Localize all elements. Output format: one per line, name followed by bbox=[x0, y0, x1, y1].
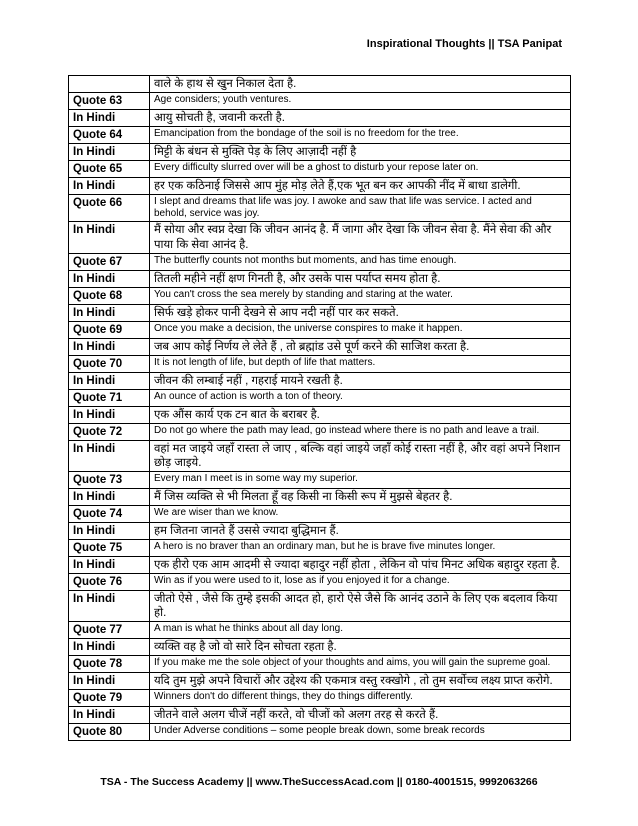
quote-text: A hero is no braver than an ordinary man, but he is brave five minutes longer. bbox=[150, 539, 571, 556]
quote-text: I slept and dreams that life was joy. I awoke and saw that life was service. I acted and behold, service was joy. bbox=[150, 195, 571, 222]
table-row bbox=[69, 505, 571, 522]
page-header: Inspirational Thoughts || TSA Panipat bbox=[366, 38, 562, 50]
quote-text: We are wiser than we know. bbox=[150, 505, 571, 522]
table-row bbox=[69, 304, 571, 321]
row-label: Quote 63 bbox=[69, 93, 150, 110]
table-row bbox=[69, 270, 571, 287]
table-row bbox=[69, 590, 571, 621]
row-label: In Hindi bbox=[69, 672, 150, 689]
table-row bbox=[69, 471, 571, 488]
table-row bbox=[69, 355, 571, 372]
row-label: In Hindi bbox=[69, 338, 150, 355]
quote-text: Winners don't do different things, they do things differently. bbox=[150, 689, 571, 706]
hindi-translation: वाले के हाथ से खुन निकाल देता है. bbox=[150, 76, 571, 93]
table-row bbox=[69, 338, 571, 355]
table-row bbox=[69, 556, 571, 573]
table-row bbox=[69, 573, 571, 590]
table-row bbox=[69, 93, 571, 110]
row-label: In Hindi bbox=[69, 706, 150, 723]
table-row bbox=[69, 440, 571, 471]
quote-text: If you make me the sole object of your thoughts and aims, you will gain the supreme goal. bbox=[150, 655, 571, 672]
row-label: In Hindi bbox=[69, 590, 150, 621]
table-row bbox=[69, 389, 571, 406]
table-row bbox=[69, 161, 571, 178]
row-label: Quote 69 bbox=[69, 321, 150, 338]
hindi-translation: हर एक कठिनाई जिससे आप मुंह मोड़ लेते हैं,एक भूत बन कर आपकी नींद में बाधा डालेगी. bbox=[150, 178, 571, 195]
row-label: Quote 65 bbox=[69, 161, 150, 178]
hindi-translation: एक हीरो एक आम आदमी से ज्यादा बहादुर नहीं होता , लेकिन वो पांच मिनट अधिक बहादुर रहता है. bbox=[150, 556, 571, 573]
row-label: In Hindi bbox=[69, 556, 150, 573]
hindi-translation: मैं सोया और स्वप्न देखा कि जीवन आनंद है. मैं जागा और देखा कि जीवन सेवा है. मैंने सेवा की और पाया कि सेवा आनंद है. bbox=[150, 222, 571, 253]
hindi-translation: तितली महीने नहीं क्षण गिनती है, और उसके पास पर्याप्त समय होता है. bbox=[150, 270, 571, 287]
quote-text: An ounce of action is worth a ton of theory. bbox=[150, 389, 571, 406]
page-footer: TSA - The Success Academy || www.TheSuccessAcad.com || 0180-4001515, 9992063266 bbox=[100, 776, 538, 788]
table-row bbox=[69, 287, 571, 304]
table-row bbox=[69, 488, 571, 505]
quote-text: It is not length of life, but depth of life that matters. bbox=[150, 355, 571, 372]
hindi-translation: जब आप कोई निर्णय ले लेते हैं , तो ब्रह्मांड उसे पूर्ण करने की साजिश करता है. bbox=[150, 338, 571, 355]
table-row bbox=[69, 706, 571, 723]
table-row bbox=[69, 195, 571, 222]
table-row bbox=[69, 655, 571, 672]
row-label: Quote 79 bbox=[69, 689, 150, 706]
quotes-table-body bbox=[69, 76, 571, 741]
hindi-translation: मैं जिस व्यक्ति से भी मिलता हूँ वह किसी ना किसी रूप में मुझसे बेहतर है. bbox=[150, 488, 571, 505]
row-label: In Hindi bbox=[69, 522, 150, 539]
hindi-translation: जीवन की लम्बाई नहीं , गहराई मायने रखती है. bbox=[150, 372, 571, 389]
table-row bbox=[69, 253, 571, 270]
quotes-table bbox=[68, 75, 571, 741]
row-label: Quote 66 bbox=[69, 195, 150, 222]
row-label: Quote 67 bbox=[69, 253, 150, 270]
row-label: In Hindi bbox=[69, 222, 150, 253]
hindi-translation: जीतने वाले अलग चीजें नहीं करते, वो चीजों को अलग तरह से करते हैं. bbox=[150, 706, 571, 723]
hindi-translation: मिट्टी के बंधन से मुक्ति पेड़ के लिए आज़ादी नहीं है bbox=[150, 144, 571, 161]
row-label: In Hindi bbox=[69, 638, 150, 655]
table-row bbox=[69, 406, 571, 423]
quote-text: A man is what he thinks about all day long. bbox=[150, 621, 571, 638]
table-row bbox=[69, 539, 571, 556]
quote-text: Every man I meet is in some way my superior. bbox=[150, 471, 571, 488]
row-label: In Hindi bbox=[69, 406, 150, 423]
hindi-translation: सिर्फ खड़े होकर पानी देखने से आप नदी नहीं पार कर सकते. bbox=[150, 304, 571, 321]
quote-text: You can't cross the sea merely by standing and staring at the water. bbox=[150, 287, 571, 304]
quote-text: Emancipation from the bondage of the soil is no freedom for the tree. bbox=[150, 127, 571, 144]
row-label bbox=[69, 76, 150, 93]
table-row bbox=[69, 372, 571, 389]
row-label: Quote 78 bbox=[69, 655, 150, 672]
row-label: In Hindi bbox=[69, 488, 150, 505]
hindi-translation: वहां मत जाइये जहाँ रास्ता ले जाए , बल्कि वहां जाइये जहाँ कोई रास्ता नहीं है, और वहां अपने निशान छोड़ जाइये. bbox=[150, 440, 571, 471]
table-row bbox=[69, 689, 571, 706]
table-row bbox=[69, 76, 571, 93]
row-label: In Hindi bbox=[69, 372, 150, 389]
row-label: Quote 72 bbox=[69, 423, 150, 440]
row-label: Quote 73 bbox=[69, 471, 150, 488]
quote-text: Every difficulty slurred over will be a ghost to disturb your repose later on. bbox=[150, 161, 571, 178]
hindi-translation: जीतो ऐसे , जैसे कि तुम्हे इसकी आदत हो, हारो ऐसे जैसे कि आनंद उठाने के लिए एक बदलाव किया हो. bbox=[150, 590, 571, 621]
table-row bbox=[69, 178, 571, 195]
row-label: In Hindi bbox=[69, 304, 150, 321]
row-label: Quote 70 bbox=[69, 355, 150, 372]
hindi-translation: व्यक्ति वह है जो वो सारे दिन सोचता रहता है. bbox=[150, 638, 571, 655]
row-label: Quote 74 bbox=[69, 505, 150, 522]
table-row bbox=[69, 144, 571, 161]
table-row bbox=[69, 672, 571, 689]
row-label: In Hindi bbox=[69, 110, 150, 127]
row-label: In Hindi bbox=[69, 440, 150, 471]
row-label: In Hindi bbox=[69, 270, 150, 287]
table-row bbox=[69, 522, 571, 539]
quote-text: Under Adverse conditions – some people break down, some break records bbox=[150, 723, 571, 740]
hindi-translation: यदि तुम मुझे अपने विचारों और उद्देश्य की एकमात्र वस्तु रक्खोगे , तो तुम सर्वोच्च लक्ष्य प्राप्त करोगे. bbox=[150, 672, 571, 689]
row-label: Quote 71 bbox=[69, 389, 150, 406]
quote-text: Once you make a decision, the universe conspires to make it happen. bbox=[150, 321, 571, 338]
row-label: Quote 64 bbox=[69, 127, 150, 144]
quote-text: Win as if you were used to it, lose as if you enjoyed it for a change. bbox=[150, 573, 571, 590]
table-row bbox=[69, 723, 571, 740]
hindi-translation: हम जितना जानते हैं उससे ज्यादा बुद्धिमान हैं. bbox=[150, 522, 571, 539]
table-row bbox=[69, 110, 571, 127]
row-label: In Hindi bbox=[69, 144, 150, 161]
table-row bbox=[69, 638, 571, 655]
row-label: Quote 68 bbox=[69, 287, 150, 304]
quote-text: Do not go where the path may lead, go instead where there is no path and leave a trail. bbox=[150, 423, 571, 440]
quote-text: Age considers; youth ventures. bbox=[150, 93, 571, 110]
row-label: In Hindi bbox=[69, 178, 150, 195]
table-row bbox=[69, 423, 571, 440]
row-label: Quote 76 bbox=[69, 573, 150, 590]
hindi-translation: एक औंस कार्य एक टन बात के बराबर है. bbox=[150, 406, 571, 423]
row-label: Quote 75 bbox=[69, 539, 150, 556]
row-label: Quote 80 bbox=[69, 723, 150, 740]
quote-text: The butterfly counts not months but moments, and has time enough. bbox=[150, 253, 571, 270]
table-row bbox=[69, 127, 571, 144]
table-row bbox=[69, 222, 571, 253]
row-label: Quote 77 bbox=[69, 621, 150, 638]
table-row bbox=[69, 321, 571, 338]
table-row bbox=[69, 621, 571, 638]
hindi-translation: आयु सोचती है, जवानी करती है. bbox=[150, 110, 571, 127]
